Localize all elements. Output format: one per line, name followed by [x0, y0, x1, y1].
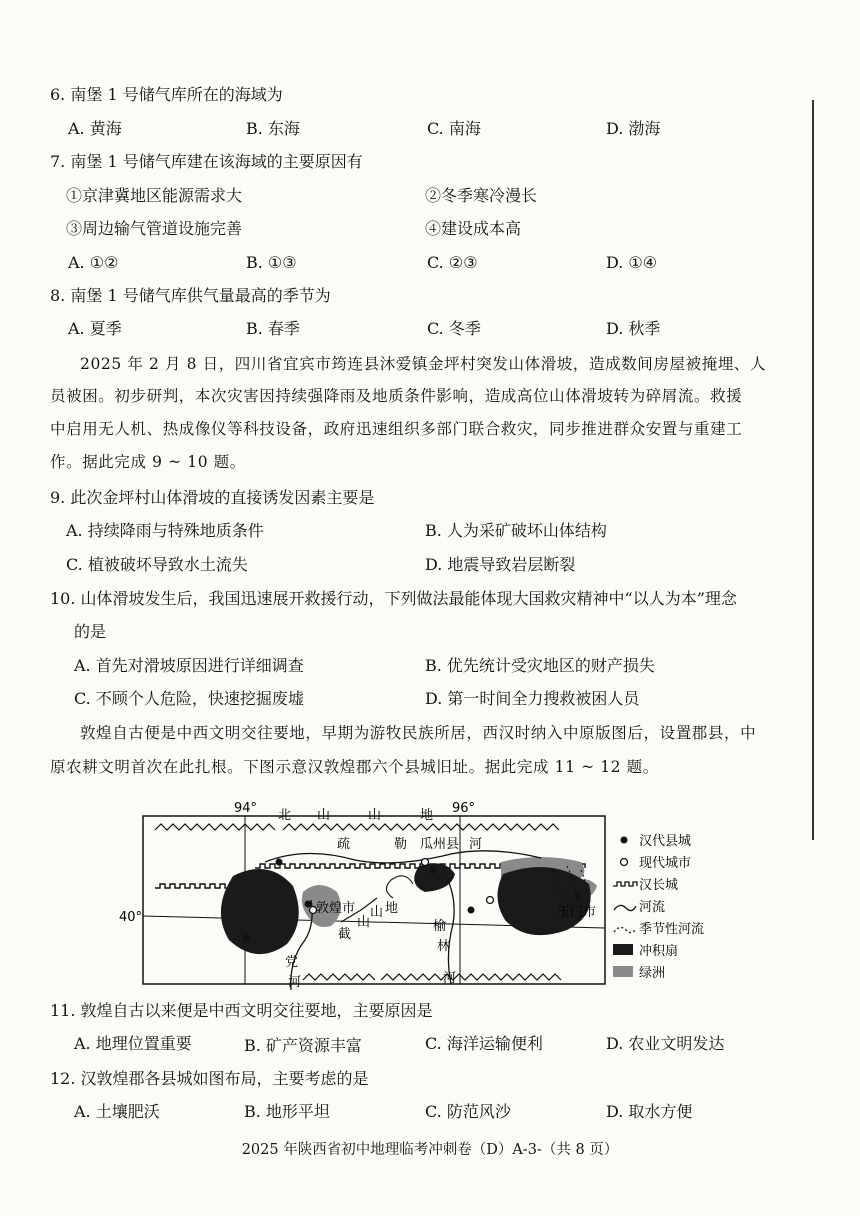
legend-seasonal-river: 季节性河流 — [639, 922, 705, 937]
q9-option-b: B. 人为采矿破坏山体结构 — [425, 521, 607, 540]
legend-seasonal-river-symbol — [614, 927, 636, 932]
q9-option-a: A. 持续降雨与特殊地质条件 — [66, 521, 264, 540]
city-label-guazhou: 瓜州县 — [420, 837, 460, 852]
q7-option-d: D. ①④ — [606, 253, 658, 272]
q8-option-b: B. 春季 — [246, 319, 300, 338]
page-footer: 2025 年陕西省初中地理临考冲刺卷（D）A-3-（共 8 页） — [241, 1142, 619, 1158]
q10-option-d: D. 第一时间全力搜救被困人员 — [425, 689, 640, 708]
river-label-he-1: 河 — [469, 837, 483, 852]
shule-river — [265, 851, 541, 863]
legend-alluvial-fan: 冲积扇 — [639, 944, 679, 959]
question-9-stem: 9. 此次金坪村山体滑坡的直接诱发因素主要是 — [50, 488, 375, 507]
q6-option-a: A. 黄海 — [68, 119, 122, 138]
river-label-le: 勒 — [394, 837, 408, 852]
river-label-he-2: 河 — [288, 975, 302, 990]
q8-option-c: C. 冬季 — [427, 319, 481, 338]
passage-2-line-1: 敦煌自古便是中西文明交往要地，早期为游牧民族所居，西汉时纳入中原版图后，设置郡县，中 — [80, 724, 757, 742]
passage-1-line-4: 作。据此完成 9 ~ 10 题。 — [50, 453, 246, 471]
legend-han-county: 汉代县城 — [639, 834, 692, 849]
river-label-shu: 疏 — [337, 837, 351, 852]
dunhuang-map — [119, 800, 713, 990]
q12-option-b: B. 地形平坦 — [244, 1102, 330, 1121]
q7-option-c: C. ②③ — [427, 253, 478, 272]
q11-option-b: B. 矿产资源丰富 — [244, 1036, 362, 1055]
river-label-yu: 榆 — [433, 919, 447, 934]
question-7-stem: 7. 南堡 1 号储气库建在该海域的主要原因有 — [50, 152, 363, 171]
q12-option-c: C. 防范风沙 — [425, 1102, 511, 1121]
q8-option-d: D. 秋季 — [606, 319, 661, 338]
q10-option-b: B. 优先统计受灾地区的财产损失 — [425, 656, 655, 675]
north-mountains-right — [283, 824, 559, 830]
han-county-5 — [305, 901, 312, 908]
legend-modern-city: 现代城市 — [639, 856, 692, 871]
han-county-2 — [430, 867, 437, 874]
q7-option-b: B. ①③ — [246, 253, 297, 272]
passage-1-line-3: 中启用无人机、热成像仪等科技设备，政府迅速组织多部门联合救灾，同步推进群众安置与重建工 — [50, 420, 743, 438]
passage-2-line-2: 原农耕文明首次在此扎根。下图示意汉敦煌郡六个县城旧址。据此完成 11 ~ 12 题。 — [50, 758, 659, 776]
legend-great-wall: 汉长城 — [639, 878, 679, 893]
river-label-he-3: 河 — [443, 971, 457, 986]
q7-item-3: ③周边输气管道设施完善 — [66, 219, 243, 238]
city-yumen-marker — [487, 897, 494, 904]
legend-oasis: 绿洲 — [639, 966, 666, 981]
alluvial-fan-west — [221, 869, 299, 954]
mountain-label-6: 地 — [385, 901, 399, 916]
q6-option-b: B. 东海 — [246, 119, 300, 138]
small-river — [386, 876, 413, 898]
q7-item-1: ①京津冀地区能源需求大 — [66, 186, 243, 205]
legend-river-symbol — [614, 905, 636, 910]
q7-item-2: ②冬季寒冷漫长 — [425, 186, 538, 205]
question-10-stem: 10. 山体滑坡发生后，我国迅速展开救援行动，下列做法最能体现大国救灾精神中“以人为本”理念 — [50, 589, 737, 608]
legend-modern-city-marker — [621, 859, 628, 866]
q12-option-a: A. 土壤肥沃 — [74, 1102, 160, 1121]
lon-96-label: 96° — [452, 801, 476, 816]
city-guazhou-marker — [422, 859, 429, 866]
passage-1-line-1: 2025 年 2 月 8 日，四川省宜宾市筠连县沐爱镇金坪村突发山体滑坡，造成数间房屋被掩埋、人 — [80, 355, 767, 373]
north-mountains-left — [155, 824, 275, 830]
question-6-stem: 6. 南堡 1 号储气库所在的海域为 — [50, 85, 283, 104]
mountain-label-3: 山 — [368, 808, 382, 823]
river-label-lin: 林 — [437, 939, 451, 954]
q6-option-d: D. 渤海 — [606, 119, 661, 138]
question-12-stem: 12. 汉敦煌郡各县城如图布局，主要考虑的是 — [50, 1069, 369, 1088]
city-label-yumen: 玉门市 — [557, 905, 597, 920]
q10-option-c: C. 不顾个人危险，快速挖掘废墟 — [74, 689, 304, 708]
legend-han-county-marker — [621, 837, 628, 844]
legend-river: 河流 — [639, 900, 666, 915]
map-legend — [613, 834, 704, 981]
question-11-stem: 11. 敦煌自古以来便是中西文明交往要地，主要原因是 — [50, 1001, 433, 1020]
legend-oasis-swatch — [613, 966, 633, 977]
mountain-label-2: 山 — [317, 808, 331, 823]
han-county-6 — [243, 935, 250, 942]
city-label-dunhuang: 敦煌市 — [316, 901, 356, 916]
q8-option-a: A. 夏季 — [68, 319, 122, 338]
q12-option-d: D. 取水方便 — [606, 1102, 693, 1121]
q11-option-d: D. 农业文明发达 — [606, 1034, 725, 1053]
south-mountains-left — [303, 974, 375, 980]
passage-1-line-2: 员被困。初步研判，本次灾害因持续强降雨及地质条件影响，造成高位山体滑坡转为碎屑流。救援 — [50, 387, 743, 405]
label-jie: 截 — [338, 927, 352, 942]
mountain-label-4: 地 — [420, 808, 434, 823]
han-county-3 — [468, 907, 475, 914]
han-county-4 — [575, 893, 582, 900]
question-8-stem: 8. 南堡 1 号储气库供气量最高的季节为 — [50, 286, 331, 305]
legend-wall-symbol — [613, 882, 637, 886]
mountain-label-5: 山 — [370, 905, 384, 920]
q10-option-a: A. 首先对滑坡原因进行详细调查 — [74, 656, 304, 675]
lat-40-label: 40° — [119, 910, 143, 925]
map-svg — [119, 800, 713, 990]
q11-option-c: C. 海洋运输便利 — [425, 1034, 543, 1053]
south-mountains-right — [381, 974, 561, 980]
lon-94-label: 94° — [234, 801, 258, 816]
q9-option-d: D. 地震导致岩层断裂 — [425, 555, 576, 574]
han-county-1 — [276, 859, 283, 866]
q11-option-a: A. 地理位置重要 — [74, 1034, 192, 1053]
question-10-stem-cont: 的是 — [74, 622, 107, 641]
river-label-dang: 党 — [285, 955, 299, 970]
q6-option-c: C. 南海 — [427, 119, 481, 138]
q7-option-a: A. ①② — [68, 253, 119, 272]
q9-option-c: C. 植被破坏导致水土流失 — [66, 555, 248, 574]
mountain-label-7: 山 — [357, 915, 371, 930]
legend-alluvial-fan-swatch — [613, 944, 633, 955]
yulin-river — [447, 878, 454, 984]
q7-item-4: ④建设成本高 — [425, 219, 522, 238]
mountain-label-1: 北 — [278, 808, 292, 823]
